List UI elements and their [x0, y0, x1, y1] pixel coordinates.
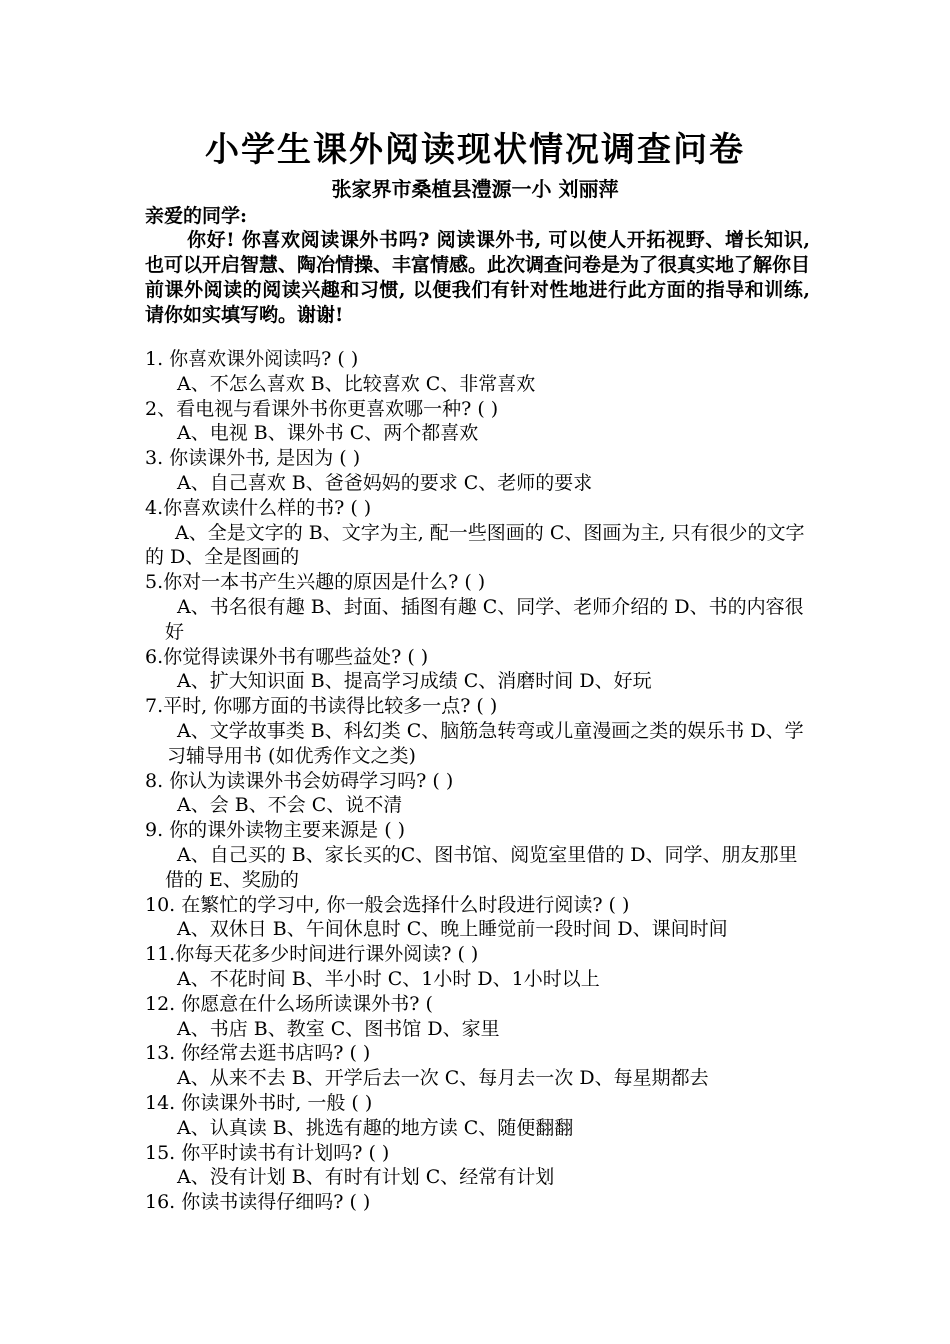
question-4: 4.你喜欢读什么样的书? ( ) — [145, 496, 372, 519]
question-15: 15. 你平时读书有计划吗? ( ) — [145, 1141, 390, 1164]
question-8: 8. 你认为读课外书会妨碍学习吗? ( ) — [145, 769, 454, 792]
question-12: 12. 你愿意在什么场所读课外书? ( — [145, 992, 433, 1015]
question-14-options: A、认真读 B、挑选有趣的地方读 C、随便翻翻 — [177, 1116, 574, 1139]
question-9: 9. 你的课外读物主要来源是 ( ) — [145, 819, 406, 842]
question-13: 13. 你经常去逛书店吗? ( ) — [145, 1042, 371, 1065]
question-11: 11.你每天花多少时间进行课外阅读? ( ) — [145, 943, 479, 966]
question-6: 6.你觉得读课外书有哪些益处? ( ) — [145, 645, 429, 668]
question-3-options: A、自己喜欢 B、爸爸妈妈的要求 C、老师的要求 — [177, 471, 593, 494]
question-6-options: A、扩大知识面 B、提高学习成绩 C、消磨时间 D、好玩 — [177, 670, 652, 693]
question-5-options: A、书名很有趣 B、封面、插图有趣 C、同学、老师介绍的 D、书的内容很好 — [165, 595, 804, 643]
question-9-options: A、自己买的 B、家长买的C、图书馆、阅览室里借的 D、同学、朋友那里借的 E、奖励的 — [165, 843, 798, 891]
question-8-options: A、会 B、不会 C、说不清 — [177, 794, 403, 817]
question-13-options: A、从来不去 B、开学后去一次 C、每月去一次 D、每星期都去 — [177, 1067, 709, 1090]
intro-paragraph: 你好! 你喜欢阅读课外书吗? 阅读课外书, 可以使人开拓视野、增长知识, 也可以开启智慧、陶冶情操、丰富情感。此次调查问卷是为了很真实地了解你目前课外阅读的阅读兴趣和习惯, 以便我们有针对性地进行此方面的指导和训练, 请你如实填写哟。谢谢! — [145, 229, 811, 326]
question-15-options: A、没有计划 B、有时有计划 C、经常有计划 — [177, 1166, 555, 1189]
question-4-options: A、全是文字的 B、文字为主, 配一些图画的 C、图画为主, 只有很少的文字的 D、全是图画的 — [145, 521, 805, 569]
question-1: 1. 你喜欢课外阅读吗? ( ) — [145, 348, 359, 370]
question-11-options: A、不花时间 B、半小时 C、1小时 D、1小时以上 — [177, 967, 600, 990]
question-16: 16. 你读书读得仔细吗? ( ) — [145, 1191, 371, 1214]
question-7: 7.平时, 你哪方面的书读得比较多一点? ( ) — [145, 695, 498, 718]
question-2: 2、看电视与看课外书你更喜欢哪一种? ( ) — [145, 397, 499, 420]
greeting: 亲爱的同学: — [145, 205, 248, 227]
question-5: 5.你对一本书产生兴趣的原因是什么? ( ) — [145, 571, 486, 594]
question-2-options: A、电视 B、课外书 C、两个都喜欢 — [177, 422, 479, 445]
question-1-options: A、不怎么喜欢 B、比较喜欢 C、非常喜欢 — [177, 372, 536, 395]
question-10: 10. 在繁忙的学习中, 你一般会选择什么时段进行阅读? ( ) — [145, 893, 630, 916]
question-list — [145, 347, 810, 1215]
question-12-options: A、书店 B、教室 C、图书馆 D、家里 — [177, 1017, 500, 1040]
author-line: 张家界市桑植县澧源一小 刘丽萍 — [331, 177, 619, 201]
page-title: 小学生课外阅读现状情况调查问卷 — [205, 130, 745, 170]
question-7-options: A、文学故事类 B、科幻类 C、脑筋急转弯或儿童漫画之类的娱乐书 D、学习辅导用书 (如优秀作文之类) — [167, 719, 804, 767]
question-10-options: A、双休日 B、午间休息时 C、晚上睡觉前一段时间 D、课间时间 — [177, 918, 728, 941]
question-3: 3. 你读课外书, 是因为 ( ) — [145, 447, 361, 470]
question-14: 14. 你读课外书时, 一般 ( ) — [145, 1091, 373, 1114]
